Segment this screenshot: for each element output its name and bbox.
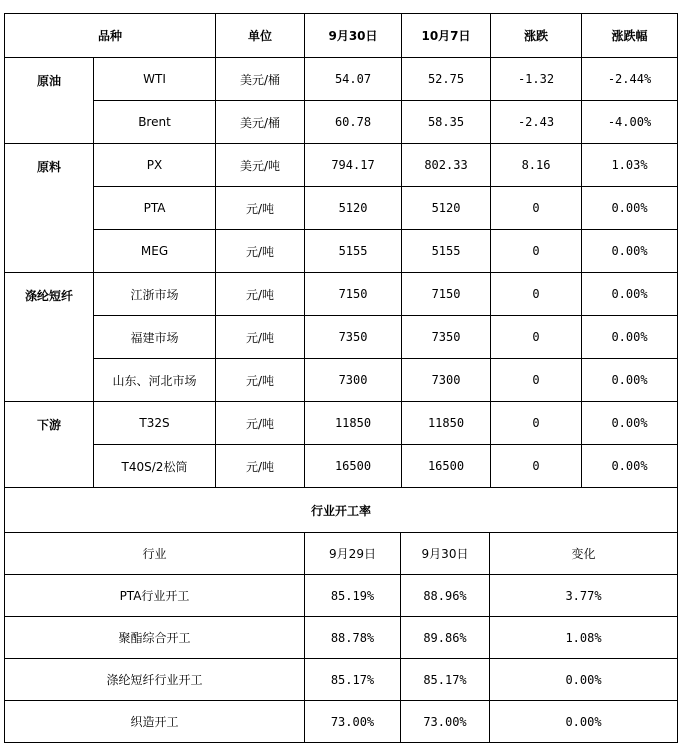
unit-cell: 美元/桶: [216, 58, 305, 101]
price-table-header: [5, 14, 678, 58]
table-row: [5, 58, 678, 101]
header-sep30: 9月30日: [401, 533, 490, 575]
unit-cell: 元/吨: [216, 273, 305, 316]
pct-cell: 0.00%: [582, 359, 678, 402]
sep30-cell: 11850: [305, 402, 402, 445]
sep30-cell: 73.00%: [401, 701, 490, 743]
oct7-cell: 52.75: [402, 58, 491, 101]
unit-cell: 美元/桶: [216, 101, 305, 144]
oct7-cell: 16500: [402, 445, 491, 488]
oct7-cell: 802.33: [402, 144, 491, 187]
category-cell: 原油: [5, 58, 94, 144]
pct-cell: 0.00%: [582, 402, 678, 445]
item-cell: Brent: [94, 101, 216, 144]
sep29-cell: 85.19%: [305, 575, 401, 617]
item-cell: MEG: [94, 230, 216, 273]
change-cell: 0: [491, 445, 582, 488]
industry-cell: 涤纶短纤行业开工: [5, 659, 305, 701]
change-cell: 0: [491, 316, 582, 359]
item-cell: 江浙市场: [94, 273, 216, 316]
change-cell: 0: [491, 359, 582, 402]
sep29-cell: 73.00%: [305, 701, 401, 743]
operating-rate-header: [5, 533, 678, 575]
sep30-cell: 5120: [305, 187, 402, 230]
sep30-cell: 54.07: [305, 58, 402, 101]
table-row: [5, 187, 678, 230]
sep29-cell: 85.17%: [305, 659, 401, 701]
sep29-cell: 88.78%: [305, 617, 401, 659]
sep30-cell: 7300: [305, 359, 402, 402]
operating-rate-title: 行业开工率: [5, 488, 678, 533]
header-unit: 单位: [216, 14, 305, 58]
change-cell: 8.16: [491, 144, 582, 187]
oct7-cell: 7300: [402, 359, 491, 402]
table-row: [5, 617, 678, 659]
change-cell: 0: [491, 402, 582, 445]
pct-cell: 1.03%: [582, 144, 678, 187]
unit-cell: 元/吨: [216, 316, 305, 359]
table-row: [5, 359, 678, 402]
item-cell: T32S: [94, 402, 216, 445]
pct-cell: -4.00%: [582, 101, 678, 144]
pct-cell: 0.00%: [582, 273, 678, 316]
table-row: [5, 701, 678, 743]
oct7-cell: 58.35: [402, 101, 491, 144]
item-cell: PTA: [94, 187, 216, 230]
category-cell: 下游: [5, 402, 94, 488]
table-row: [5, 445, 678, 488]
sep30-cell: 16500: [305, 445, 402, 488]
item-cell: 福建市场: [94, 316, 216, 359]
table-row: [5, 402, 678, 445]
sep30-cell: 5155: [305, 230, 402, 273]
unit-cell: 元/吨: [216, 230, 305, 273]
pct-cell: 0.00%: [582, 187, 678, 230]
item-cell: WTI: [94, 58, 216, 101]
header-change-pct: 涨跌幅: [582, 14, 678, 58]
table-row: [5, 273, 678, 316]
header-variety: 品种: [5, 14, 216, 58]
change-cell: 1.08%: [490, 617, 678, 659]
header-sep29: 9月29日: [305, 533, 401, 575]
unit-cell: 美元/吨: [216, 144, 305, 187]
sep30-cell: 7350: [305, 316, 402, 359]
item-cell: PX: [94, 144, 216, 187]
header-industry: 行业: [5, 533, 305, 575]
oct7-cell: 7150: [402, 273, 491, 316]
pct-cell: 0.00%: [582, 316, 678, 359]
table-row: [5, 230, 678, 273]
operating-rate-title-row: [5, 488, 678, 533]
header-oct7: 10月7日: [402, 14, 491, 58]
table-row: [5, 144, 678, 187]
industry-cell: 织造开工: [5, 701, 305, 743]
sep30-cell: 794.17: [305, 144, 402, 187]
table-row: [5, 316, 678, 359]
report-tables: [4, 13, 677, 743]
pct-cell: -2.44%: [582, 58, 678, 101]
unit-cell: 元/吨: [216, 445, 305, 488]
change-cell: 0: [491, 273, 582, 316]
price-table: [4, 13, 678, 488]
change-cell: 0: [491, 187, 582, 230]
sep30-cell: 88.96%: [401, 575, 490, 617]
item-cell: 山东、河北市场: [94, 359, 216, 402]
category-cell: 涤纶短纤: [5, 273, 94, 402]
change-cell: 0: [491, 230, 582, 273]
change-cell: -2.43: [491, 101, 582, 144]
sep30-cell: 89.86%: [401, 617, 490, 659]
change-cell: -1.32: [491, 58, 582, 101]
change-cell: 0.00%: [490, 659, 678, 701]
pct-cell: 0.00%: [582, 230, 678, 273]
pct-cell: 0.00%: [582, 445, 678, 488]
item-cell: T40S/2松筒: [94, 445, 216, 488]
sep30-cell: 7150: [305, 273, 402, 316]
unit-cell: 元/吨: [216, 359, 305, 402]
change-cell: 0.00%: [490, 701, 678, 743]
industry-cell: 聚酯综合开工: [5, 617, 305, 659]
oct7-cell: 5155: [402, 230, 491, 273]
header-sep30: 9月30日: [305, 14, 402, 58]
sep30-cell: 60.78: [305, 101, 402, 144]
operating-rate-table: [4, 487, 678, 743]
header-change: 涨跌: [491, 14, 582, 58]
table-row: [5, 575, 678, 617]
sep30-cell: 85.17%: [401, 659, 490, 701]
oct7-cell: 11850: [402, 402, 491, 445]
oct7-cell: 5120: [402, 187, 491, 230]
table-row: [5, 101, 678, 144]
change-cell: 3.77%: [490, 575, 678, 617]
header-change: 变化: [490, 533, 678, 575]
category-cell: 原料: [5, 144, 94, 273]
table-row: [5, 659, 678, 701]
unit-cell: 元/吨: [216, 402, 305, 445]
oct7-cell: 7350: [402, 316, 491, 359]
industry-cell: PTA行业开工: [5, 575, 305, 617]
unit-cell: 元/吨: [216, 187, 305, 230]
